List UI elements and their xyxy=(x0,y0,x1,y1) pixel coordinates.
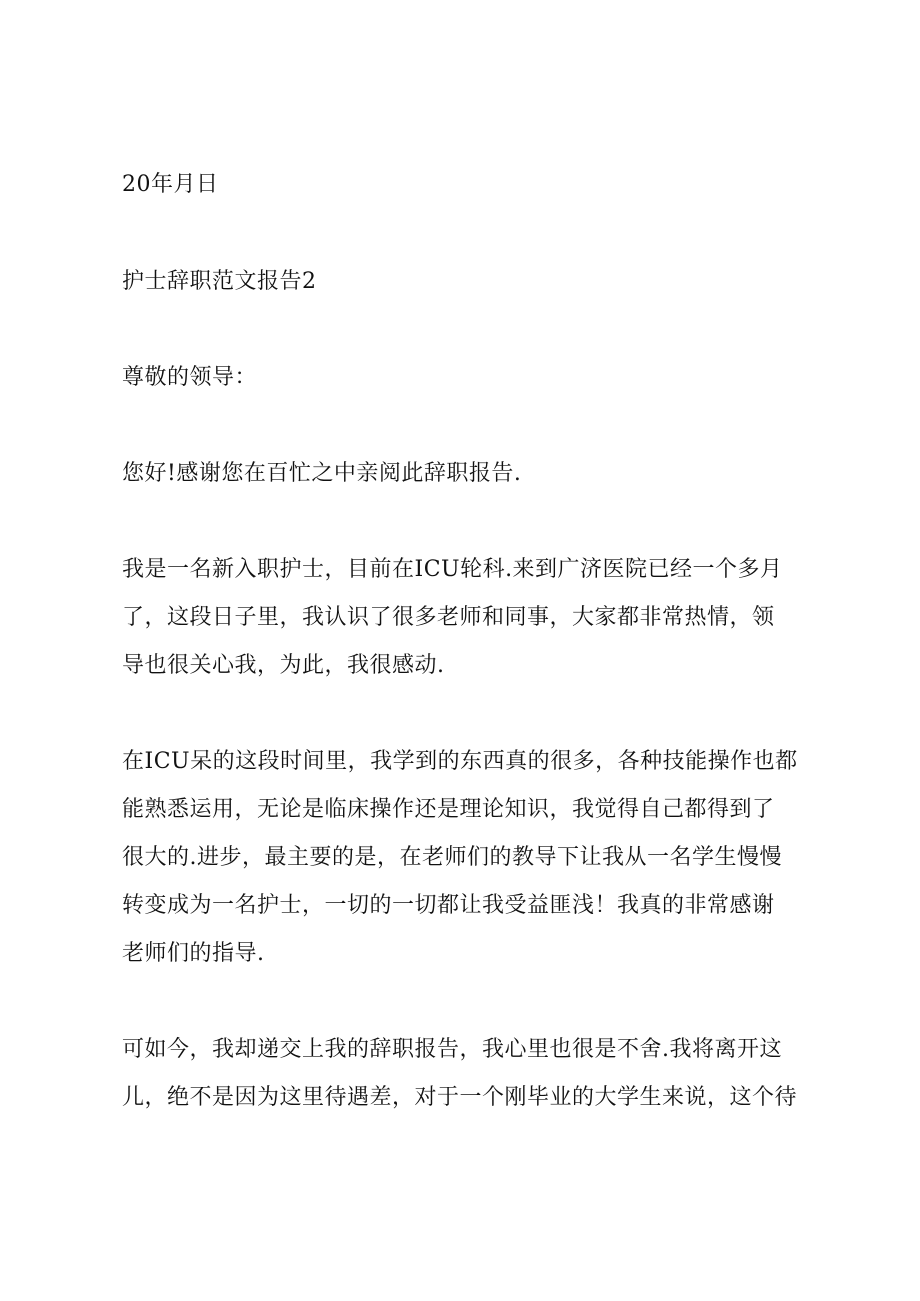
paragraph-line: 在ICU呆的这段时间里，我学到的东西真的很多，各种技能操作也都 xyxy=(122,749,798,774)
salutation: 尊敬的领导： xyxy=(122,365,258,390)
paragraph-line: 很大的.进步，最主要的是，在老师们的教导下让我从一名学生慢慢 xyxy=(122,845,782,870)
paragraph-line: 儿，绝不是因为这里待遇差，对于一个刚毕业的大学生来说，这个待 xyxy=(122,1085,798,1110)
paragraph-line: 转变成为一名护士，一切的一切都让我受益匪浅！我真的非常感谢 xyxy=(122,893,775,918)
paragraph-line: 我是一名新入职护士，目前在ICU轮科.来到广济医院已经一个多月 xyxy=(122,557,783,582)
paragraph-line: 可如今，我却递交上我的辞职报告，我心里也很是不舍.我将离开这 xyxy=(122,1037,782,1062)
paragraph-line: 能熟悉运用，无论是临床操作还是理论知识，我觉得自己都得到了 xyxy=(122,797,775,822)
paragraph-line: 了，这段日子里，我认识了很多老师和同事，大家都非常热情，领 xyxy=(122,605,775,630)
paragraph-line: 老师们的指导. xyxy=(122,941,265,966)
paragraph-line: 导也很关心我，为此，我很感动. xyxy=(122,653,445,678)
document-heading: 护士辞职范文报告2 xyxy=(122,269,317,294)
date-line: 20年月日 xyxy=(122,172,219,197)
paragraph-line: 您好!感谢您在百忙之中亲阅此辞职报告. xyxy=(122,461,522,486)
